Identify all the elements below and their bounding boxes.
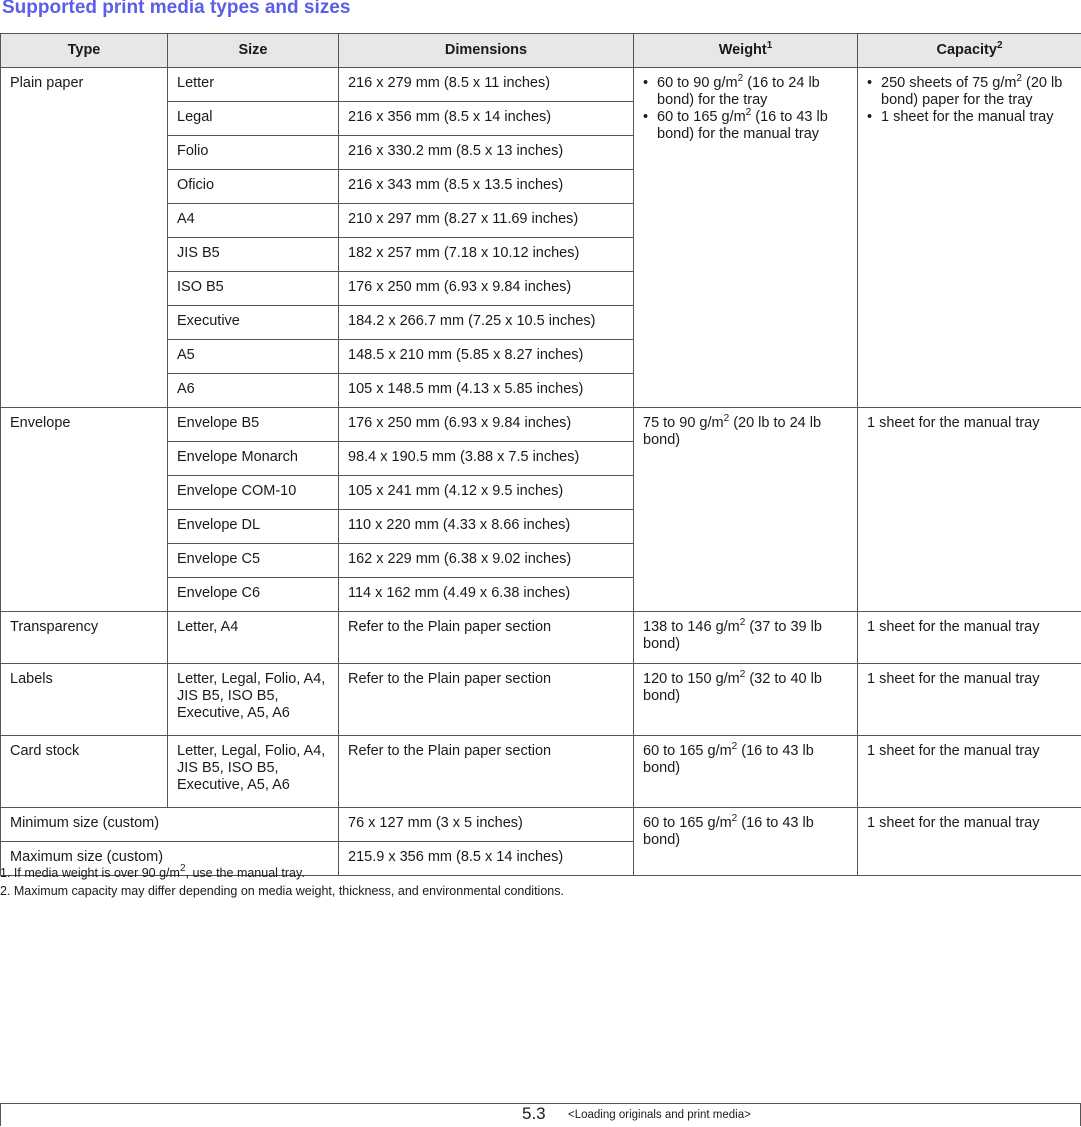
header-type: Type xyxy=(1,34,168,68)
dimensions-cell: 148.5 x 210 mm (5.85 x 8.27 inches) xyxy=(339,340,634,374)
size-cell: Envelope B5 xyxy=(168,408,339,442)
dimensions-cell: 162 x 229 mm (6.38 x 9.02 inches) xyxy=(339,544,634,578)
capacity-cell: 1 sheet for the manual tray xyxy=(858,408,1081,612)
header-size: Size xyxy=(168,34,339,68)
size-cell: Envelope C6 xyxy=(168,578,339,612)
dimensions-cell: 210 x 297 mm (8.27 x 11.69 inches) xyxy=(339,204,634,238)
header-dimensions: Dimensions xyxy=(339,34,634,68)
dimensions-cell: 184.2 x 266.7 mm (7.25 x 10.5 inches) xyxy=(339,306,634,340)
weight-cell: 60 to 165 $g/m^2$ (16 to 43 lb bond) xyxy=(634,808,858,876)
dimensions-cell: 216 x 279 mm (8.5 x 11 inches) xyxy=(339,68,634,102)
weight-cell: 75 to 90 $g/m^2$ (20 lb to 24 lb bond) xyxy=(634,408,858,612)
size-cell: A6 xyxy=(168,374,339,408)
capacity-cell: 1 sheet for the manual tray xyxy=(858,736,1081,808)
capacity-cell: 1 sheet for the manual tray xyxy=(858,612,1081,664)
weight-cell: 138 to 146 $g/m^2$ (37 to 39 lb bond) xyxy=(634,612,858,664)
dimensions-cell: 98.4 x 190.5 mm (3.88 x 7.5 inches) xyxy=(339,442,634,476)
list-item: • 60 to 165 $g/m^2$ (16 to 43 lb bond) for the manual tray xyxy=(643,109,848,143)
size-cell: Oficio xyxy=(168,170,339,204)
type-cell: Card stock xyxy=(1,736,168,808)
type-cell: Maximum size (custom) xyxy=(1,842,339,876)
size-cell: Legal xyxy=(168,102,339,136)
dimensions-cell: Refer to the Plain paper section xyxy=(339,612,634,664)
size-cell: A4 xyxy=(168,204,339,238)
table-row xyxy=(1,808,1081,842)
type-cell: Plain paper xyxy=(1,68,168,408)
capacity-cell: 1 sheet for the manual tray xyxy=(858,664,1081,736)
media-table xyxy=(0,33,1081,876)
dimensions-cell: 216 x 356 mm (8.5 x 14 inches) xyxy=(339,102,634,136)
header-row xyxy=(1,34,1081,68)
chapter-caption: <Loading originals and print media> xyxy=(568,1109,751,1121)
size-cell: Letter, Legal, Folio, A4, JIS B5, ISO B5, Executive, A5, A6 xyxy=(168,736,339,808)
size-cell: Letter, A4 xyxy=(168,612,339,664)
header-weight: Weight$^1$ xyxy=(634,34,858,68)
footnote-2: 2. Maximum capacity may differ depending on media weight, thickness, and environmental conditions. xyxy=(0,884,564,898)
table-row xyxy=(1,408,1081,442)
table-row xyxy=(1,612,1081,664)
footnote-1: 1. If media weight is over 90 $g/m^2$, use the manual tray. xyxy=(0,863,305,880)
size-cell: Envelope COM-10 xyxy=(168,476,339,510)
type-cell: Minimum size (custom) xyxy=(1,808,339,842)
size-cell: Envelope C5 xyxy=(168,544,339,578)
weight-cell xyxy=(634,68,858,408)
size-cell: JIS B5 xyxy=(168,238,339,272)
size-cell: Executive xyxy=(168,306,339,340)
dimensions-cell: 76 x 127 mm (3 x 5 inches) xyxy=(339,808,634,842)
header-capacity: Capacity$^2$ xyxy=(858,34,1081,68)
footnote-ref: 1 xyxy=(766,40,773,51)
dimensions-cell: 176 x 250 mm (6.93 x 9.84 inches) xyxy=(339,272,634,306)
dimensions-cell: Refer to the Plain paper section xyxy=(339,736,634,808)
table-row xyxy=(1,664,1081,736)
weight-cell: 120 to 150 $g/m^2$ (32 to 40 lb bond) xyxy=(634,664,858,736)
dimensions-cell: 110 x 220 mm (4.33 x 8.66 inches) xyxy=(339,510,634,544)
capacity-cell: 1 sheet for the manual tray xyxy=(858,808,1081,876)
size-cell: Envelope Monarch xyxy=(168,442,339,476)
weight-cell: 60 to 165 $g/m^2$ (16 to 43 lb bond) xyxy=(634,736,858,808)
dimensions-cell: 114 x 162 mm (4.49 x 6.38 inches) xyxy=(339,578,634,612)
size-cell: Folio xyxy=(168,136,339,170)
dimensions-cell: 182 x 257 mm (7.18 x 10.12 inches) xyxy=(339,238,634,272)
type-cell: Transparency xyxy=(1,612,168,664)
dimensions-cell: 105 x 241 mm (4.12 x 9.5 inches) xyxy=(339,476,634,510)
footnote-ref: 2 xyxy=(996,40,1003,51)
size-cell: Letter, Legal, Folio, A4, JIS B5, ISO B5, Executive, A5, A6 xyxy=(168,664,339,736)
dimensions-cell: 215.9 x 356 mm (8.5 x 14 inches) xyxy=(339,842,634,876)
capacity-cell xyxy=(858,68,1081,408)
type-cell: Labels xyxy=(1,664,168,736)
page-number: 5.3 xyxy=(522,1104,546,1123)
page-title: Supported print media types and sizes xyxy=(2,0,351,18)
dimensions-cell: 176 x 250 mm (6.93 x 9.84 inches) xyxy=(339,408,634,442)
table-row xyxy=(1,736,1081,808)
list-item: • 60 to 90 $g/m^2$ (16 to 24 lb bond) for the tray xyxy=(643,75,848,109)
list-item: • 1 sheet for the manual tray xyxy=(867,109,1072,126)
dimensions-cell: 216 x 330.2 mm (8.5 x 13 inches) xyxy=(339,136,634,170)
size-cell: Letter xyxy=(168,68,339,102)
dimensions-cell: 105 x 148.5 mm (4.13 x 5.85 inches) xyxy=(339,374,634,408)
list-item: • 250 sheets of 75 $g/m^2$ (20 lb bond) paper for the tray xyxy=(867,75,1072,109)
size-cell: A5 xyxy=(168,340,339,374)
dimensions-cell: Refer to the Plain paper section xyxy=(339,664,634,736)
dimensions-cell: 216 x 343 mm (8.5 x 13.5 inches) xyxy=(339,170,634,204)
size-cell: Envelope DL xyxy=(168,510,339,544)
type-cell: Envelope xyxy=(1,408,168,612)
table-row xyxy=(1,68,1081,102)
size-cell: ISO B5 xyxy=(168,272,339,306)
